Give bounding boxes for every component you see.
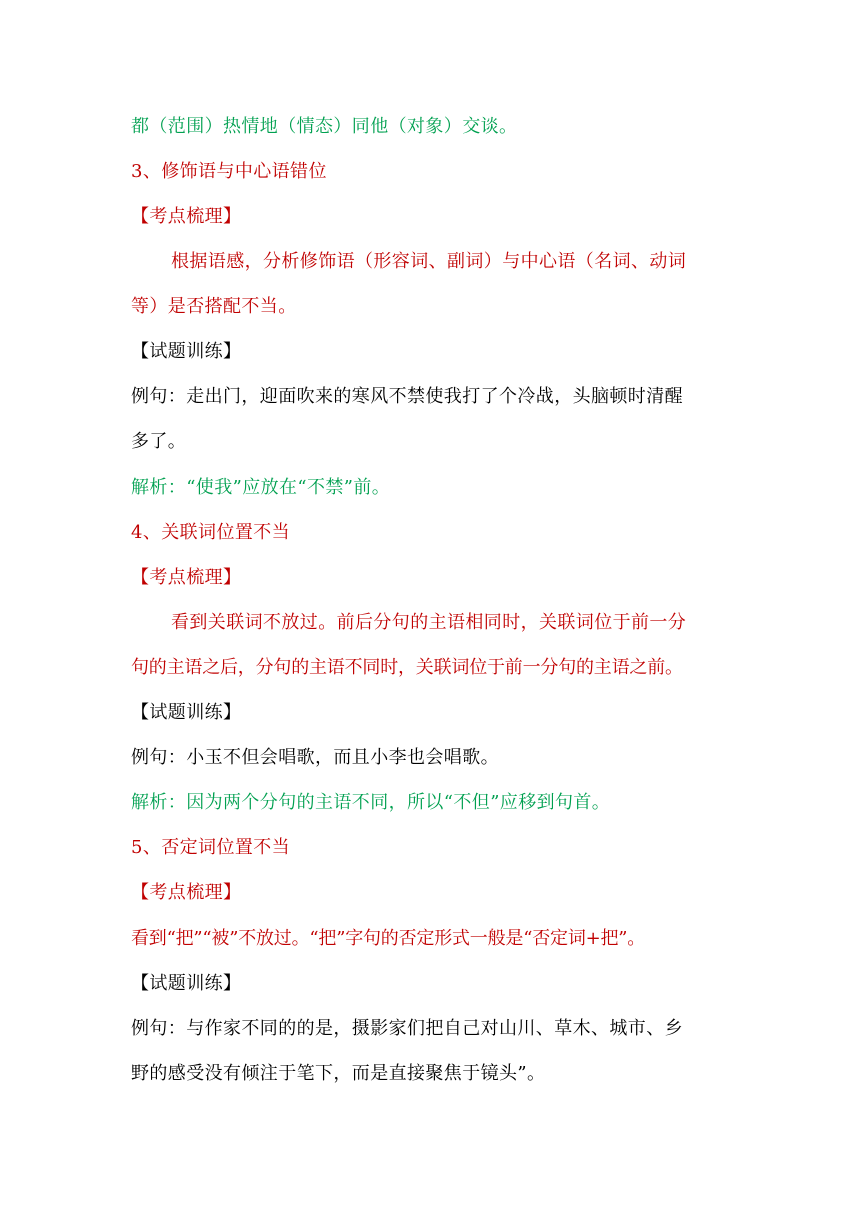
- section-heading-4: 4、关联词位置不当: [131, 522, 291, 543]
- key-points-label: 【考点梳理】: [131, 206, 242, 227]
- exercise-label: 【试题训练】: [131, 341, 242, 362]
- key-points-text: 等）是否搭配不当。: [131, 296, 297, 317]
- key-points-label: 【考点梳理】: [131, 567, 242, 588]
- example-sentence: 例句：小玉不但会唱歌，而且小李也会唱歌。: [131, 747, 499, 768]
- exercise-label: 【试题训练】: [131, 702, 242, 723]
- key-points-text: 句的主语之后，分句的主语不同时，关联词位于前一分句的主语之前。: [131, 657, 683, 678]
- analysis-text: 解析：“使我”应放在“不禁”前。: [131, 477, 391, 498]
- key-points-text: 看到关联词不放过。前后分句的主语相同时，关联词位于前一分: [171, 612, 687, 633]
- section-heading-5: 5、否定词位置不当: [131, 837, 291, 858]
- example-analysis-continuation: 都（范围）热情地（情态）同他（对象）交谈。: [131, 116, 518, 137]
- analysis-text: 解析：因为两个分句的主语不同，所以“不但”应移到句首。: [131, 792, 611, 813]
- example-sentence: 例句：与作家不同的的是，摄影家们把自己对山川、草木、城市、乡: [131, 1018, 683, 1039]
- example-sentence: 多了。: [131, 431, 187, 452]
- key-points-label: 【考点梳理】: [131, 882, 242, 903]
- key-points-text: 看到“把”“被”不放过。“把”字句的否定形式一般是“否定词+把”。: [131, 928, 646, 949]
- example-sentence: 野的感受没有倾注于笔下，而是直接聚焦于镜头”。: [131, 1063, 546, 1084]
- example-sentence: 例句：走出门，迎面吹来的寒风不禁使我打了个冷战，头脑顿时清醒: [131, 386, 683, 407]
- section-heading-3: 3、修饰语与中心语错位: [131, 161, 327, 182]
- exercise-label: 【试题训练】: [131, 973, 242, 994]
- key-points-text: 根据语感，分析修饰语（形容词、副词）与中心语（名词、动词: [171, 251, 687, 272]
